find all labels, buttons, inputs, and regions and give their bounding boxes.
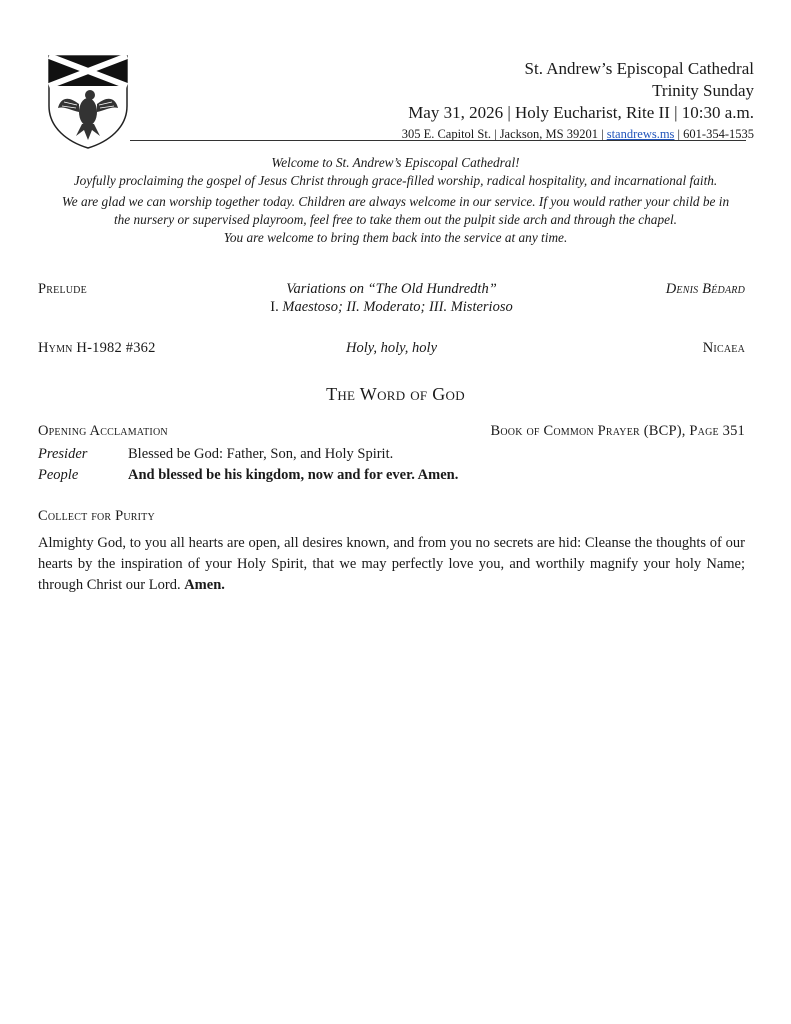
collect-label: Collect for Purity — [38, 508, 155, 524]
welcome-line-4: the nursery or supervised playroom, feel free to take them out the pulpit side arch and through the chapel. — [113, 212, 678, 227]
prelude-movements: Maestoso; II. Moderato; III. Misterioso — [282, 299, 513, 315]
hymn-tune: Nicaea — [702, 340, 745, 356]
occasion: Trinity Sunday — [652, 81, 754, 100]
hymn-row — [38, 340, 745, 360]
hymn-label: Hymn H-1982 #362 — [38, 340, 156, 356]
prelude-label: Prelude — [38, 281, 87, 297]
people-text: And blessed be his kingdom, now and for ever. Amen. — [128, 467, 459, 483]
welcome-line-3: We are glad we can worship together today. Children are always welcome in our service. If you would rather your child be in — [61, 194, 730, 209]
welcome-line-5: You are welcome to bring them back into the service at any time. — [223, 230, 568, 245]
hymn-title: Holy, holy, holy — [345, 340, 437, 356]
header-block — [402, 58, 754, 143]
cathedral-name: St. Andrew’s Episcopal Cathedral — [524, 59, 754, 78]
acclamation-label: Opening Acclamation — [38, 423, 168, 439]
welcome-line-2: Joyfully proclaiming the gospel of Jesus Christ through grace-filled worship, radical hospitality, and incarnational faith. — [73, 173, 718, 188]
prelude-composer: Denis Bédard — [665, 281, 745, 297]
prelude-movements-line — [38, 299, 745, 316]
section-title: The Word of God — [326, 384, 465, 404]
collect-amen: Amen. — [184, 577, 225, 593]
people-label: People — [38, 467, 79, 483]
acclamation-dialog — [38, 444, 745, 486]
shield-saltire-eagle-icon — [46, 54, 130, 150]
presider-label: Presider — [38, 446, 88, 462]
address: 305 E. Capitol St. | Jackson, MS 39201 | — [401, 127, 604, 141]
presider-line — [38, 444, 745, 465]
prelude-movements-numeral: I. — [270, 299, 279, 315]
welcome-line-1: Welcome to St. Andrew’s Episcopal Cathedral! — [271, 155, 520, 170]
people-line — [38, 465, 745, 486]
service-line: May 31, 2026 | Holy Eucharist, Rite II | 10:30 a.m. — [408, 103, 754, 122]
presider-text: Blessed be God: Father, Son, and Holy Spirit. — [128, 446, 394, 462]
prelude-title: Variations on “The Old Hundredth” — [286, 281, 497, 297]
collect-text: Almighty God, to you all hearts are open, all desires known, and from you no secrets are hid: Cleanse the thoughts of our hearts by the inspiration of your Holy Spirit, that we may perfectly love you, and worthily magnify your holy Name; through Christ our Lord. — [38, 535, 745, 593]
header-rule — [130, 140, 746, 141]
acclamation-row — [38, 423, 745, 443]
prelude-row — [38, 281, 745, 321]
welcome-message — [30, 154, 761, 247]
collect-paragraph — [38, 533, 745, 596]
phone: | 601-354-1535 — [677, 127, 754, 141]
prelude-title-block — [38, 281, 745, 316]
acclamation-reference: Book of Common Prayer (BCP), Page 351 — [490, 423, 745, 439]
website-link[interactable]: standrews.ms — [606, 127, 675, 141]
